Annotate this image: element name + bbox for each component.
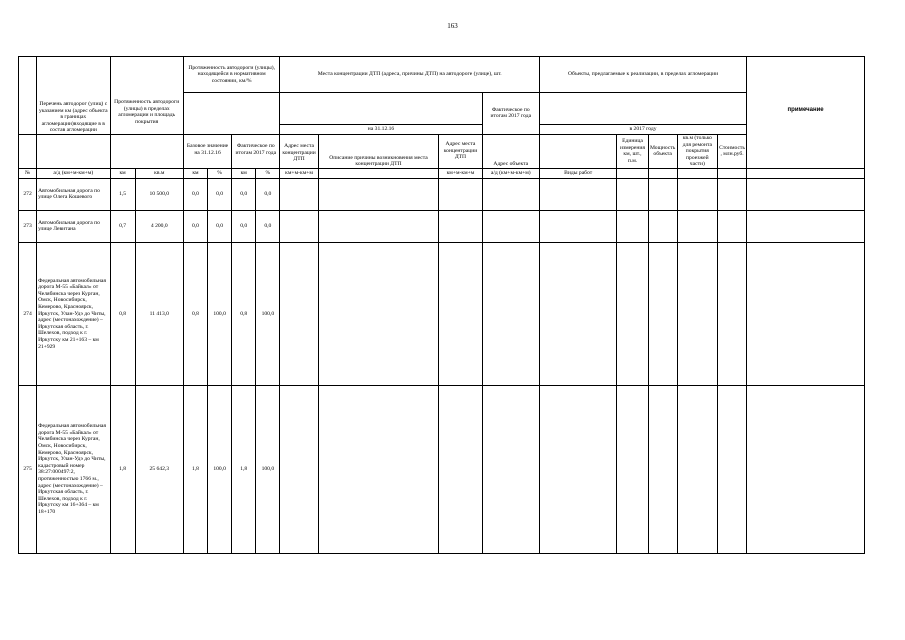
object-address-header: Адрес объекта — [482, 134, 539, 168]
row-num: 272 — [19, 178, 37, 210]
row-num: 273 — [19, 210, 37, 242]
base-km: 1,8 — [183, 385, 207, 553]
empty-cell — [482, 385, 539, 553]
col-object-ad: а/д (км+м-км+м) — [482, 168, 539, 178]
row-num: 274 — [19, 242, 37, 385]
empty-cell — [539, 210, 616, 242]
empty-cell — [539, 242, 616, 385]
empty-cell — [677, 385, 717, 553]
year-header: в 2017 году — [539, 124, 746, 134]
row-num: 275 — [19, 385, 37, 553]
dtp-group-header: Места концентрации ДТП (адреса, причины ДТП) на автодороге (улице), шт. — [280, 57, 540, 93]
road-name: Автомобильная дорога по улице Левитана — [37, 210, 110, 242]
empty-cell — [617, 242, 648, 385]
empty-cell — [280, 210, 318, 242]
dtp-actual-header: Фактическое по итогам 2017 года — [482, 93, 539, 135]
roads-table — [18, 56, 865, 554]
empty-cell — [717, 210, 746, 242]
empty-cell — [539, 385, 616, 553]
length-group-header: Протяженность автодороги (улицы) в пределах агломерации и площадь покрытия — [110, 57, 183, 135]
empty-cell — [648, 210, 677, 242]
route-list-header: Перечень автодорог (улиц) с указанием км (адрес объекта в границах агломерации)входящие в в состав агломерации — [37, 57, 110, 135]
empty-cell — [439, 242, 482, 385]
actual-km: 0,0 — [232, 210, 256, 242]
col-works: Виды работ — [539, 168, 616, 178]
empty-cell — [539, 178, 616, 210]
length-km: 0,8 — [110, 242, 135, 385]
actual-km: 0,8 — [232, 242, 256, 385]
col-base-pct: % — [208, 168, 232, 178]
units-row — [19, 168, 865, 178]
length-km: 0,7 — [110, 210, 135, 242]
empty-cell — [717, 242, 746, 385]
empty-cell — [280, 178, 318, 210]
base-pct: 100,0 — [208, 385, 232, 553]
col-num: № — [19, 168, 37, 178]
actual-km: 0,0 — [232, 178, 256, 210]
empty-cell — [318, 385, 439, 553]
col-base-km: км — [183, 168, 207, 178]
empty-cell — [648, 178, 677, 210]
empty-cell — [482, 210, 539, 242]
length-km: 1,8 — [110, 385, 135, 553]
col-actual-pct: % — [256, 168, 280, 178]
actual-pct: 100,0 — [256, 385, 280, 553]
empty-cell — [747, 385, 865, 553]
base-km: 0,8 — [183, 242, 207, 385]
table-row — [19, 242, 865, 385]
header-row-1 — [19, 57, 865, 93]
table-row — [19, 210, 865, 242]
actual-pct: 100,0 — [256, 242, 280, 385]
empty-cell — [747, 178, 865, 210]
col-actual-km: км — [232, 168, 256, 178]
empty-cell — [717, 178, 746, 210]
page-number: 163 — [447, 22, 458, 30]
area-sqm: 11 413,0 — [135, 242, 183, 385]
normative-group-header: Протяженность автодороги (улицы), находящейся в нормативном состоянии, км/% — [183, 57, 280, 93]
length-km: 1,5 — [110, 178, 135, 210]
road-name: Федеральная автомобильная дорога М-55 «Байкал» от Челябинска через Курган, Омск, Новосибирск, Кемерово, Красноярск, Иркутск, Улан-Удэ до Читы, кадастровый номер 38:27:000497:2, протяженностью 1766 м., адрес (местонахождение) – Иркутская область, г. Шелехов, подход к г. Иркутску км 16+364 – км 18+170 — [37, 385, 110, 553]
actual-pct: 0,0 — [256, 178, 280, 210]
base-value-header: Базовое значение на 31.12.16 — [183, 134, 231, 168]
empty-cell — [318, 210, 439, 242]
empty-cell — [717, 385, 746, 553]
empty-cell — [482, 178, 539, 210]
base-pct: 100,0 — [208, 242, 232, 385]
empty-cell — [482, 242, 539, 385]
table-row — [19, 178, 865, 210]
col-sqm: кв.м — [135, 168, 183, 178]
area-sqm: 10 500,0 — [135, 178, 183, 210]
header-row-5 — [19, 134, 865, 168]
empty-cell — [439, 385, 482, 553]
table-row — [19, 385, 865, 553]
col-ad: а/д (км+м-км+м) — [37, 168, 110, 178]
empty-cell — [648, 242, 677, 385]
dtp-reasons-header: Описание причины возникновения места концентрации ДТП — [318, 134, 439, 168]
sqm-header: кв.м (только для ремонта покрытия проезжей части) — [677, 134, 717, 168]
capacity-header: Мощность объекта — [648, 134, 677, 168]
unit-header: Единица измерения км, шт., п.м. — [617, 134, 648, 168]
empty-cell — [318, 178, 439, 210]
objects-group-header: Объекты, предлагаемые к реализации, в пределах агломерации — [539, 57, 746, 93]
empty-cell — [747, 242, 865, 385]
empty-cell — [617, 178, 648, 210]
empty-cell — [439, 178, 482, 210]
road-name: Автомобильная дорога по улице Олега Кошевого — [37, 178, 110, 210]
base-km: 0,0 — [183, 210, 207, 242]
base-km: 0,0 — [183, 178, 207, 210]
empty-cell — [617, 385, 648, 553]
base-pct: 0,0 — [208, 210, 232, 242]
empty-cell — [617, 210, 648, 242]
col-dtp-kmkm2: км+м-км+м — [439, 168, 482, 178]
road-name: Федеральная автомобильная дорога М-55 «Байкал» от Челябинска через Курган, Омск, Новосибирск, Кемерово, Красноярск, Иркутск, Улан-Удэ до Читы, адрес (местонахождение) – Иркутская область, г. Шелехов, подход к г. Иркутску км 21+163 – км 21+929 — [37, 242, 110, 385]
empty-cell — [747, 210, 865, 242]
area-sqm: 4 200,0 — [135, 210, 183, 242]
empty-cell — [677, 242, 717, 385]
empty-cell — [677, 178, 717, 210]
empty-cell — [318, 242, 439, 385]
empty-cell — [677, 210, 717, 242]
note-header: примечание — [747, 57, 865, 169]
col-dtp-kmkm: км+м-км+м — [280, 168, 318, 178]
actual-km: 1,8 — [232, 385, 256, 553]
actual-value-header: Фактическое по итогам 2017 года — [232, 134, 280, 168]
empty-cell — [280, 242, 318, 385]
dtp-address2-header: Адрес места концентрации ДТП — [439, 134, 482, 168]
empty-cell — [439, 210, 482, 242]
cost-header: Стоимость, млн.руб. — [717, 134, 746, 168]
actual-pct: 0,0 — [256, 210, 280, 242]
empty-cell — [648, 385, 677, 553]
dtp-date-header: на 31.12.16 — [280, 124, 482, 134]
empty-cell — [280, 385, 318, 553]
dtp-address-header: Адрес места концентрации ДТП — [280, 134, 318, 168]
base-pct: 0,0 — [208, 178, 232, 210]
col-km: км — [110, 168, 135, 178]
area-sqm: 25 642,3 — [135, 385, 183, 553]
